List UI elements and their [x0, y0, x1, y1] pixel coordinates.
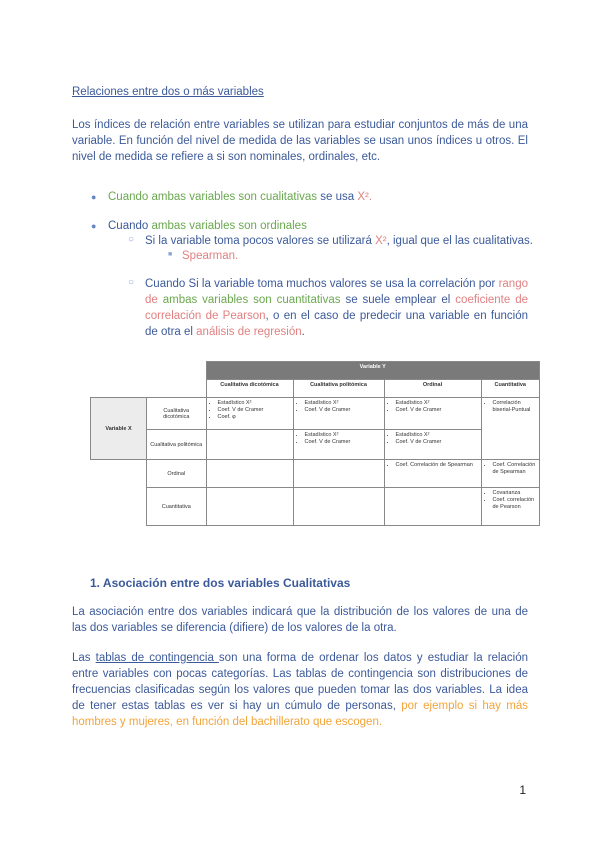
- section-heading: 1. Asociación entre dos variables Cualitativas: [90, 576, 351, 590]
- variable-y-header: Variable Y: [206, 362, 540, 380]
- bullet-2: [108, 218, 307, 234]
- paragraph-association: La asociación entre dos variables indicará que la distribución de los valores de una de las dos variables se diferencia (difiere) de los valores de la otra.: [72, 606, 528, 634]
- empty-corner: [91, 488, 147, 526]
- row-header: Ordinal: [147, 460, 207, 488]
- bullet-2-sub-2: [145, 276, 528, 340]
- cell-r3c1: [206, 460, 293, 488]
- bullet-2-text-a: Cuando: [108, 220, 152, 232]
- cell-r4c1: [206, 488, 293, 526]
- cell-r1c1: • Estadístico X² • Coef. V de Cramer • Coef. φ: [206, 398, 293, 430]
- cell-r4c3: [384, 488, 481, 526]
- row-header: Cualitativa politómica: [147, 430, 207, 460]
- bullet-2-sub-1: [145, 233, 533, 249]
- contingency-link[interactable]: tablas de contingencia: [95, 652, 219, 664]
- square-bullet-icon: ■: [168, 251, 173, 258]
- circle-bullet-icon: ○: [128, 277, 135, 288]
- empty-corner: [147, 362, 207, 380]
- cell-r3c3: • Coef. Correlación de Spearman: [384, 460, 481, 488]
- col-header: Cuantitativa: [481, 380, 540, 398]
- bullet-1-text-a: Cuando ambas variables son cualitativas: [108, 191, 318, 203]
- cell-r2c3: • Estadístico X² • Coef. V de Cramer: [384, 430, 481, 460]
- sub2-text-a: Cuando Si la variable toma muchos valores se usa la correlación por: [145, 278, 499, 290]
- sub1-text-a: Si la variable toma pocos valores se utilizará: [145, 235, 376, 247]
- paragraph-contingency: [72, 650, 528, 730]
- sub1-text-c: , igual que el las cualitativas.: [386, 235, 533, 247]
- row-header: Cuantitativa: [147, 488, 207, 526]
- empty-corner: [91, 362, 147, 380]
- bullet-1: [108, 189, 372, 205]
- empty-corner: [91, 460, 147, 488]
- sub2-text-e: coeficiente de correlación de Pearson: [145, 294, 528, 322]
- row-header: Cualitativa dicotómica: [147, 398, 207, 430]
- cell-r1c3: • Estadístico X² • Coef. V de Cramer: [384, 398, 481, 430]
- sub2-text-d: se suele emplear el: [340, 294, 456, 306]
- sub2-text-g: análisis de regresión: [196, 326, 302, 338]
- sub1-text-b: X²: [375, 235, 387, 247]
- sub2-text-h: .: [301, 326, 305, 338]
- sub2-text-f: , o en el caso de predecir una variable en función de otra el: [145, 310, 529, 338]
- cell-r2c1: [206, 430, 293, 460]
- cell-r1c4: • Correlación biserial-Puntual: [481, 398, 540, 460]
- bullet-2-sub-1-sub: Spearman.: [182, 250, 239, 262]
- cell-r4c4: • Covarianza • Coef. correlación de Pearson: [481, 488, 540, 526]
- empty-corner: [147, 380, 207, 398]
- page-title: Relaciones entre dos o más variables: [72, 86, 264, 98]
- col-header: Cualitativa dicotómica: [206, 380, 293, 398]
- cell-r1c2: • Estadístico X² • Coef. V de Cramer: [293, 398, 384, 430]
- col-header: Cualitativa politómica: [293, 380, 384, 398]
- page-number: 1: [519, 783, 526, 797]
- bullet-1-text-b: se usa: [317, 191, 358, 203]
- circle-bullet-icon: ○: [128, 234, 135, 245]
- para3-text-b: son una forma de ordenar los datos y estudiar la relación entre variables con pocas categorías. Las tablas de contingencia son distribuciones de frecuencias clasificadas según los valores que pueden tomar las dos variables. La idea de tener estas tablas es ver si hay un cúmulo de personas,: [72, 652, 528, 712]
- intro-paragraph: Los índices de relación entre variables se utilizan para estudiar conjuntos de más de una variable. En función del nivel de medida de las variables se usan unos índices u otros. El nivel de medida se refiere a si son nominales, ordinales, etc.: [72, 119, 528, 163]
- variable-x-header: Variable X: [91, 398, 147, 460]
- para3-text-c: por ejemplo si hay más hombres y mujeres, en función del bachillerato que escogen.: [72, 700, 528, 728]
- measures-table: [90, 361, 540, 526]
- cell-r4c2: [293, 488, 384, 526]
- sub2-text-c: ambas variables son cuantitativas: [157, 294, 341, 306]
- para3-text-a: Las: [72, 652, 96, 664]
- sub2-text-b: rango de: [145, 278, 528, 306]
- bullet-1-text-c: X².: [357, 191, 373, 203]
- cell-r3c2: [293, 460, 384, 488]
- cell-r2c2: • Estadístico X² • Coef. V de Cramer: [293, 430, 384, 460]
- bullet-dot-icon: ●: [91, 221, 97, 231]
- empty-corner: [91, 380, 147, 398]
- cell-r3c4: • Coef. Correlación de Spearman: [481, 460, 540, 488]
- col-header: Ordinal: [384, 380, 481, 398]
- bullet-2-text-b: ambas variables son ordinales: [151, 220, 307, 232]
- bullet-dot-icon: ●: [91, 192, 97, 202]
